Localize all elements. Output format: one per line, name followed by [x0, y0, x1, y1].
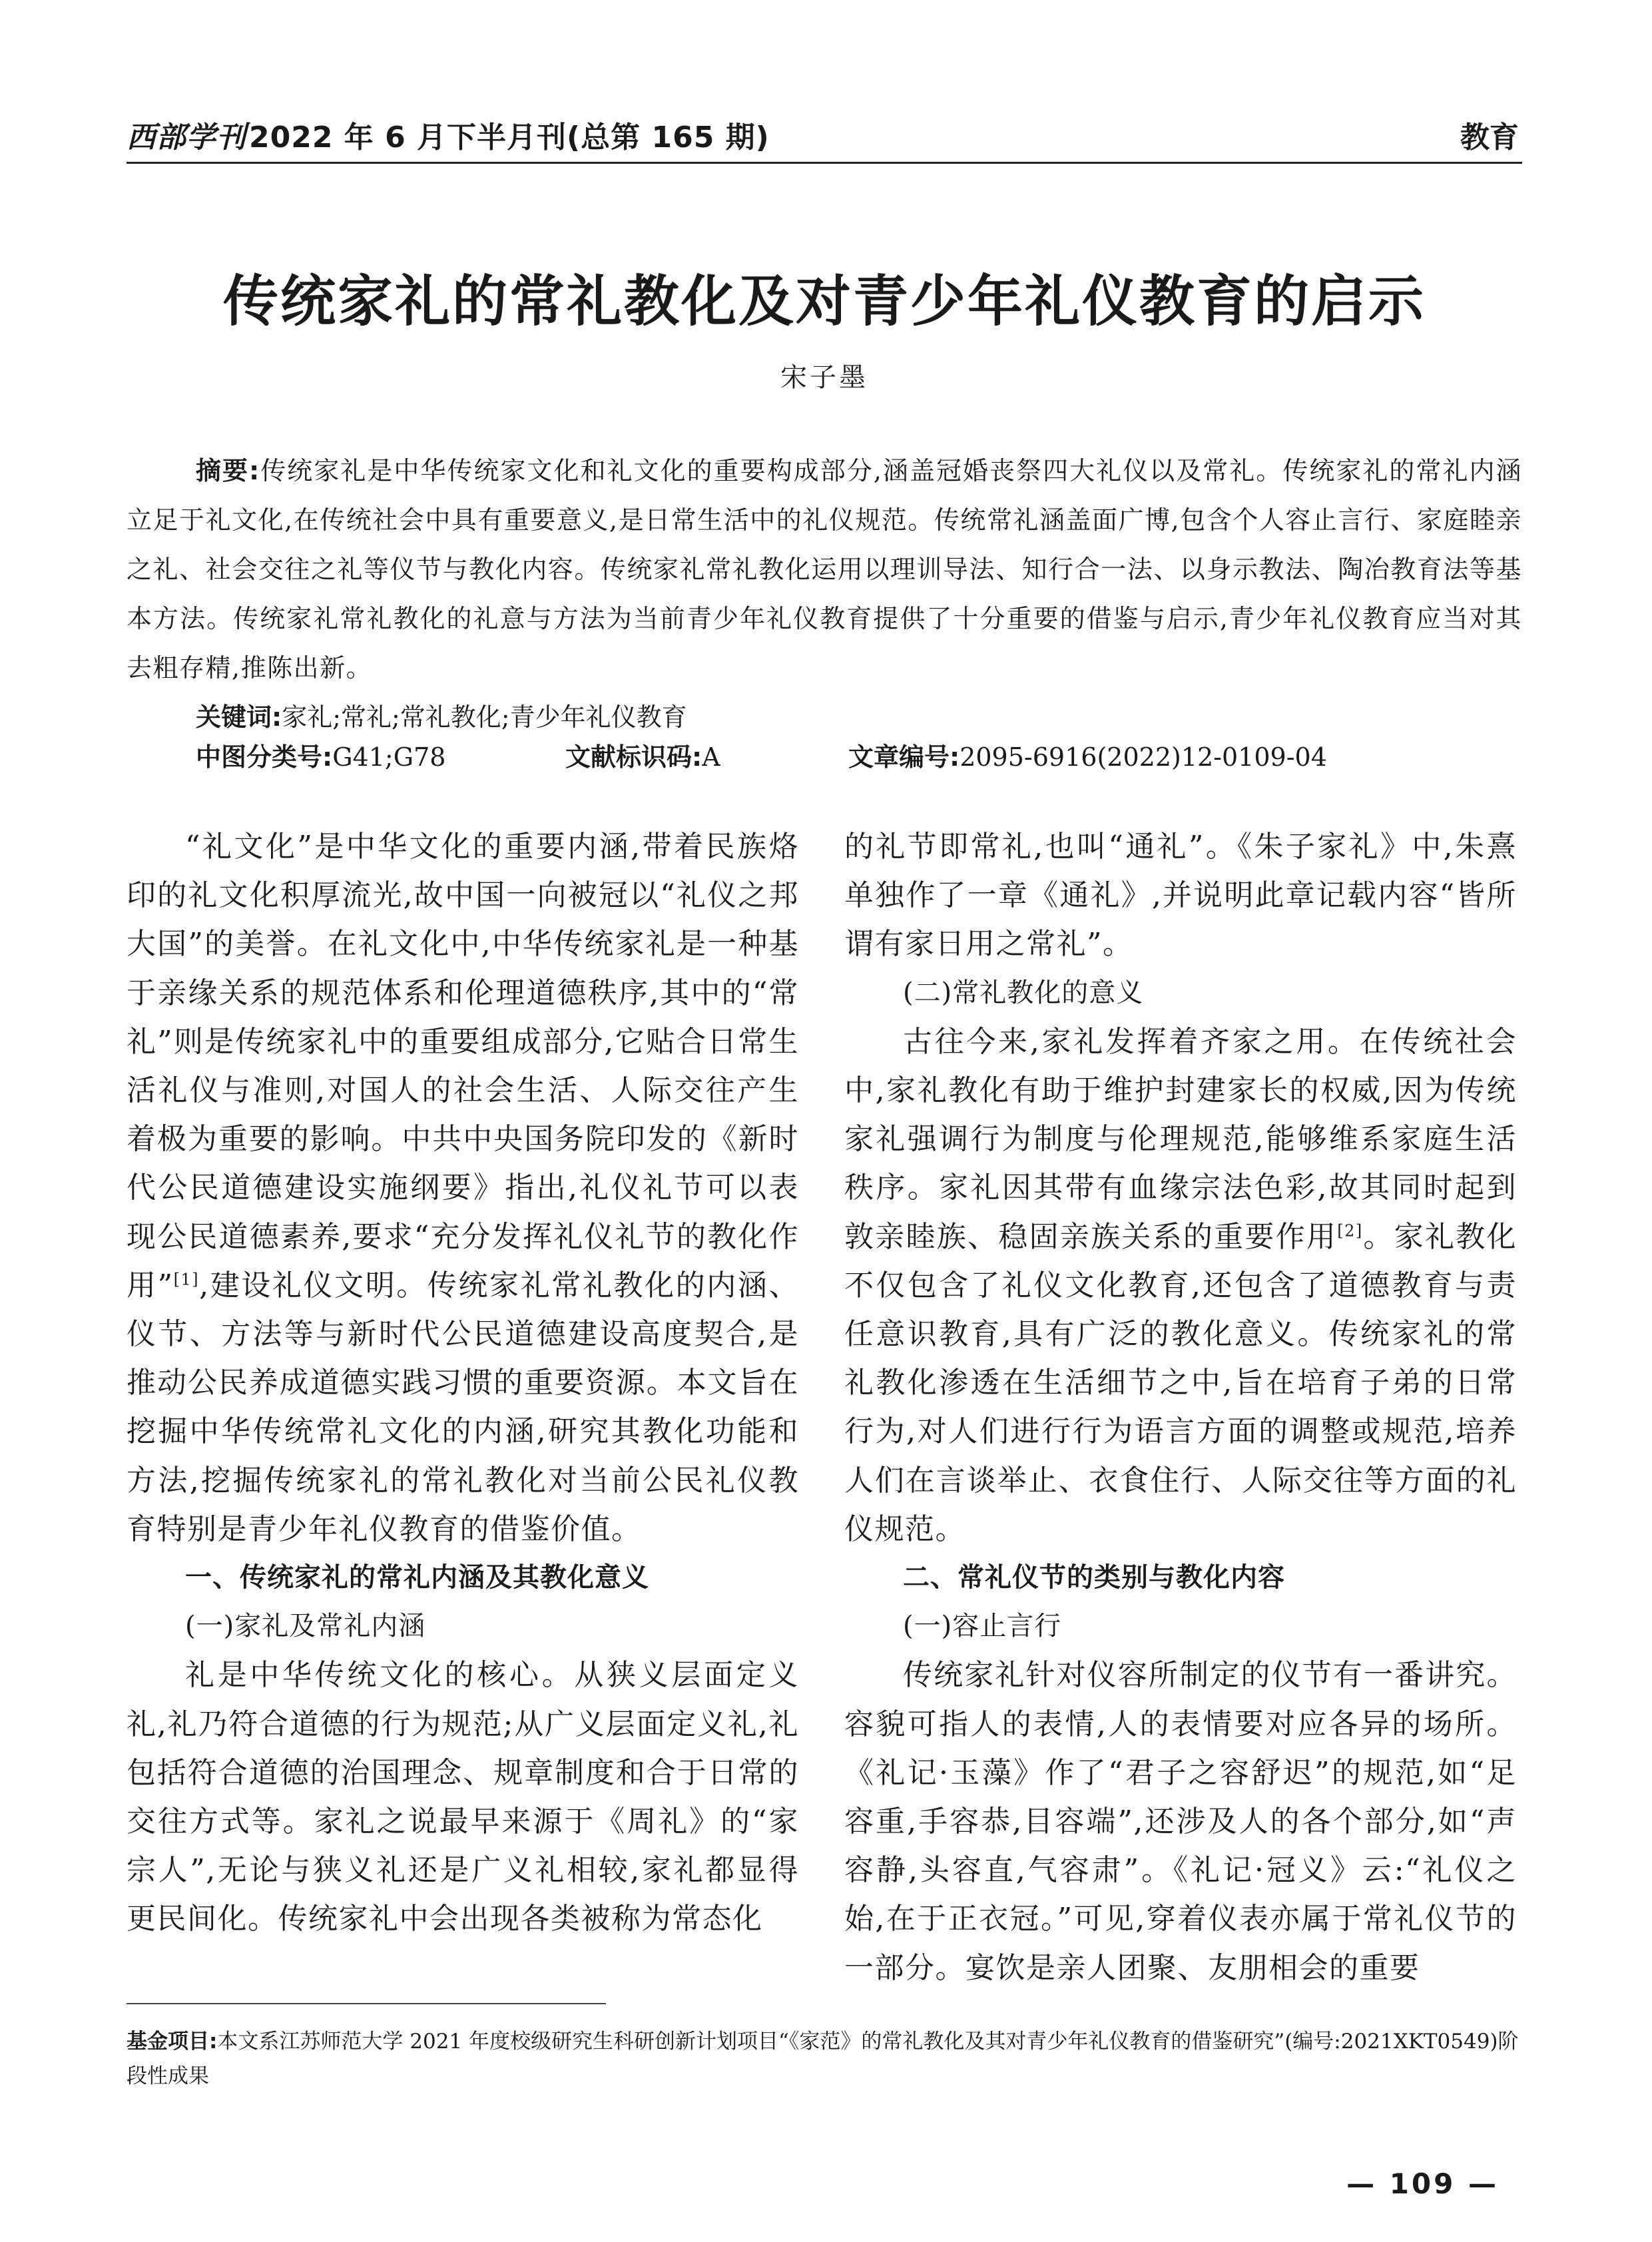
body-paragraph: “礼文化”是中华文化的重要内涵,带着民族烙印的礼文化积厚流光,故中国一向被冠以“礼仪之邦大国”的美誉。在礼文化中,中华传统家礼是一种基于亲缘关系的规范体系和伦理道德秩序,其中的“常礼”则是传统家礼中的重要组成部分,它贴合日常生活礼仪与准则,对国人的社会生活、人际交往产生着极为重要的影响。中共中央国务院印发的《新时代公民道德建设实施纲要》指出,礼仪礼节可以表现公民道德素养,要求“充分发挥礼仪礼节的教化作用”[1],建设礼仪文明。传统家礼常礼教化的内涵、仪节、方法等与新时代公民道德建设高度契合,是推动公民养成道德实践习惯的重要资源。本文旨在挖掘中华传统常礼文化的内涵,研究其教化功能和方法,挖掘传统家礼的常礼教化对当前公民礼仪教育特别是青少年礼仪教育的借鉴价值。 — [127, 830, 799, 1546]
doc-code-label: 文献标识码: — [565, 742, 702, 772]
citation-ref: [1] — [173, 1270, 200, 1289]
footnote-label: 基金项目: — [127, 2030, 218, 2054]
body-column-left — [127, 822, 799, 1944]
funding-footnote — [127, 2024, 1522, 2094]
page-number: — 109 — — [1346, 2167, 1499, 2200]
subsection-heading: (一)家礼及常礼内涵 — [185, 1611, 426, 1642]
body-paragraph: 传统家礼针对仪容所制定的仪节有一番讲究。容貌可指人的表情,人的表情要对应各异的场所。《礼记·玉藻》作了“君子之容舒迟”的规范,如“足容重,手容恭,目容端”,还涉及人的各个部分,如“声容静,头容直,气容肃”。《礼记·冠义》云:“礼仪之始,在于正衣冠。”可见,穿着仪表亦属于常礼仪节的一部分。宴饮是亲人团聚、友朋相会的重要 — [844, 1658, 1517, 1985]
running-header-journal — [127, 113, 770, 156]
running-header-section: 教育 — [1460, 121, 1519, 154]
citation-ref: [2] — [1337, 1221, 1363, 1240]
section-heading: 二、常礼仪节的类别与教化内容 — [903, 1562, 1285, 1593]
body-column-right — [844, 822, 1517, 1992]
subsection-heading: (二)常礼教化的意义 — [903, 977, 1144, 1008]
abstract-label: 摘要: — [196, 456, 260, 485]
subsection-heading: (一)容止言行 — [903, 1611, 1062, 1642]
abstract-text: 传统家礼是中华传统家文化和礼文化的重要构成部分,涵盖冠婚丧祭四大礼仪以及常礼。传统家礼的常礼内涵立足于礼文化,在传统社会中具有重要意义,是日常生活中的礼仪规范。传统常礼涵盖面广博,包含个人容止言行、家庭睦亲之礼、社会交往之礼等仪节与教化内容。传统家礼常礼教化运用以理训导法、知行合一法、以身示教法、陶冶教育法等基本方法。传统家礼常礼教化的礼意与方法为当前青少年礼仪教育提供了十分重要的借鉴与启示,青少年礼仪教育应当对其去粗存精,推陈出新。 — [127, 456, 1522, 683]
footnote-text: 本文系江苏师范大学 2021 年度校级研究生科研创新计划项目“《家范》的常礼教化及其对青少年礼仪教育的借鉴研究”(编号:2021XKT0549)阶段性成果 — [127, 2030, 1519, 2088]
journal-logo: 西部学刊 — [127, 121, 246, 154]
article-author: 宋子墨 — [780, 362, 868, 393]
classification-row — [196, 732, 1527, 782]
keywords-text: 家礼;常礼;常礼教化;青少年礼仪教育 — [282, 702, 687, 732]
abstract — [127, 446, 1522, 693]
issue-info: 2022 年 6 月下半月刊(总第 165 期) — [249, 121, 770, 154]
keywords-label: 关键词: — [196, 702, 282, 732]
doc-code-value: A — [702, 742, 720, 772]
section-heading: 一、传统家礼的常礼内涵及其教化意义 — [185, 1562, 649, 1593]
clc-number — [196, 732, 445, 782]
body-paragraph: 古往今来,家礼发挥着齐家之用。在传统社会中,家礼教化有助于维护封建家长的权威,因为传统家礼强调行为制度与伦理规范,能够维系家庭生活秩序。家礼因其带有血缘宗法色彩,故其同时起到敦亲睦族、稳固亲族关系的重要作用[2]。家礼教化不仅包含了礼仪文化教育,还包含了道德教育与责任意识教育,具有广泛的教化意义。传统家礼的常礼教化渗透在生活细节之中,旨在培育子弟的日常行为,对人们进行行为语言方面的调整或规范,培养人们在言谈举止、衣食住行、人际交往等方面的礼仪规范。 — [844, 1024, 1517, 1546]
body-paragraph: 礼是中华传统文化的核心。从狭义层面定义礼,礼乃符合道德的行为规范;从广义层面定义礼,礼包括符合道德的治国理念、规章制度和合于日常的交往方式等。家礼之说最早来源于《周礼》的“家宗人”,无论与狭义礼还是广义礼相较,家礼都显得更民间化。传统家礼中会出现各类被称为常态化 — [127, 1658, 799, 1936]
footnote-rule — [127, 2003, 606, 2004]
article-title: 传统家礼的常礼教化及对青少年礼仪教育的启示 — [223, 269, 1426, 334]
article-number-label: 文章编号: — [848, 742, 960, 772]
header-rule — [127, 162, 1522, 164]
article-number — [848, 732, 1327, 782]
clc-value: G41;G78 — [332, 742, 446, 772]
body-paragraph: 的礼节即常礼,也叫“通礼”。《朱子家礼》中,朱熹单独作了一章《通礼》,并说明此章记载内容“皆所谓有家日用之常礼”。 — [844, 830, 1517, 962]
article-number-value: 2095-6916(2022)12-0109-04 — [960, 742, 1327, 772]
clc-label: 中图分类号: — [196, 742, 333, 772]
document-code — [565, 732, 720, 782]
